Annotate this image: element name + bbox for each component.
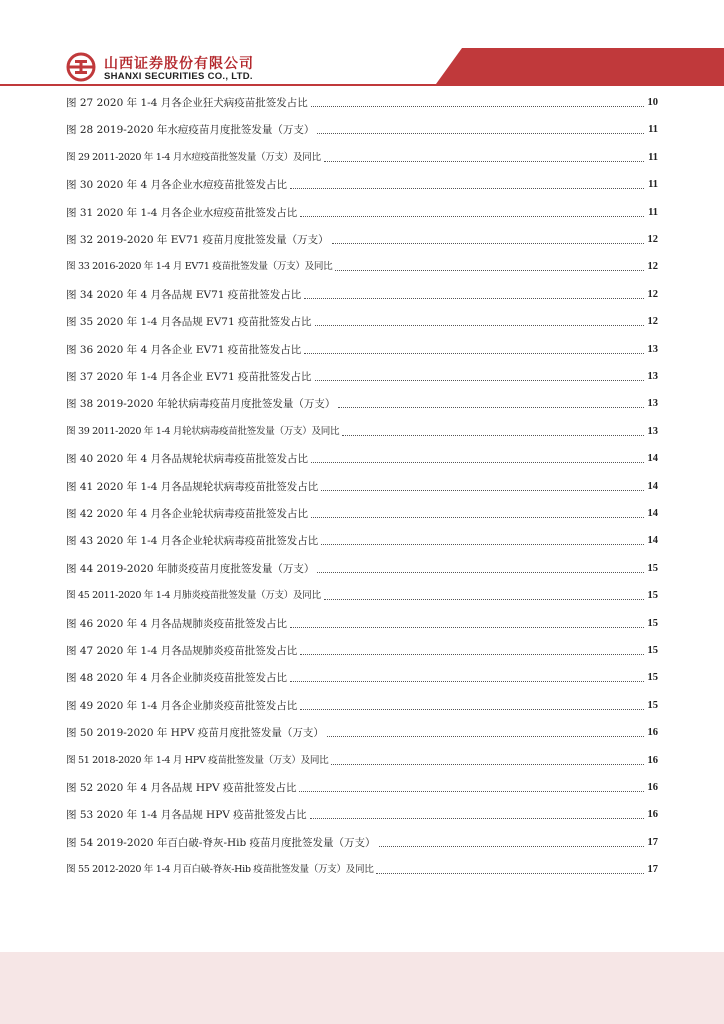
- toc-entry[interactable]: [66, 724, 658, 740]
- toc-entry-text: 2020 年 4 月各品规轮状病毒疫苗批签发占比: [96, 453, 308, 466]
- toc-entry-label: 图: [66, 453, 77, 466]
- toc-entry-number: 30: [79, 179, 94, 192]
- toc-entry-label: 图: [66, 179, 77, 192]
- toc-leader-dots: [324, 161, 644, 162]
- toc-leader-dots: [300, 654, 644, 655]
- toc-entry-text: 2019-2020 年水痘疫苗月度批签发量（万支）: [96, 124, 315, 137]
- toc-entry-title: [66, 808, 307, 822]
- toc-entry-title: [66, 452, 308, 466]
- toc-entry-page: 17: [647, 864, 658, 876]
- toc-entry[interactable]: [66, 450, 658, 466]
- toc-entry-label: 图: [66, 590, 76, 602]
- company-name-en: SHANXI SECURITIES CO., LTD.: [104, 71, 253, 82]
- toc-entry-label: 图: [66, 836, 77, 849]
- toc-entry-label: 图: [66, 809, 77, 822]
- toc-leader-dots: [310, 818, 644, 819]
- toc-entry-number: 33: [77, 261, 90, 273]
- toc-entry-number: 45: [77, 590, 90, 602]
- toc-entry-text: 2020 年 4 月各企业水痘疫苗批签发占比: [96, 179, 287, 192]
- toc-entry-page: 15: [647, 645, 658, 656]
- toc-entry-page: 15: [647, 562, 658, 574]
- toc-entry-number: 49: [79, 699, 94, 712]
- toc-leader-dots: [290, 681, 644, 682]
- page-footer: [0, 952, 724, 1024]
- company-name-cn: 山西证券股份有限公司: [104, 56, 254, 72]
- toc-entry-page: 16: [647, 754, 658, 766]
- toc-entry[interactable]: [66, 204, 658, 220]
- toc-entry-page: 13: [647, 425, 658, 437]
- toc-entry-title: [66, 699, 297, 713]
- toc-entry[interactable]: [66, 176, 658, 192]
- toc-entry-text: 2020 年 4 月各品规 EV71 疫苗批签发占比: [96, 288, 302, 301]
- toc-entry-page: 16: [647, 727, 658, 739]
- toc-entry-text: 2020 年 4 月各企业轮状病毒疫苗批签发占比: [96, 508, 308, 520]
- toc-entry-page: 12: [647, 261, 658, 273]
- toc-entry[interactable]: [66, 587, 658, 603]
- toc-entry-number: 47: [79, 645, 94, 657]
- toc-entry-number: 55: [77, 864, 90, 876]
- toc-entry-number: 42: [79, 508, 94, 520]
- page-header: [0, 0, 724, 92]
- toc-entry-page: 12: [647, 288, 658, 300]
- toc-leader-dots: [311, 106, 644, 107]
- toc-leader-dots: [342, 435, 644, 436]
- toc-entry-page: 11: [648, 179, 658, 191]
- toc-entry-label: 图: [66, 617, 77, 630]
- toc-entry-label: 图: [66, 124, 77, 137]
- toc-entry-text: 2020 年 1-4 月各品规轮状病毒疫苗批签发占比: [96, 480, 319, 493]
- toc-entry[interactable]: [66, 642, 658, 658]
- toc-entry-title: [66, 863, 373, 877]
- toc-entry-text: 2020 年 1-4 月各企业轮状病毒疫苗批签发占比: [96, 535, 319, 548]
- toc-entry-text: 2012-2020 年 1-4 月百白破-脊灰-Hib 疫苗批签发量（万支）及同比: [92, 864, 374, 876]
- toc-entry-title: [66, 315, 312, 329]
- toc-entry-text: 2020 年 1-4 月各企业 EV71 疫苗批签发占比: [96, 371, 312, 383]
- toc-entry[interactable]: [66, 149, 658, 165]
- toc-entry-page: 14: [647, 535, 658, 547]
- toc-entry-title: [66, 589, 321, 603]
- toc-leader-dots: [315, 380, 645, 381]
- toc-entry-number: 38: [79, 398, 94, 411]
- toc-leader-dots: [315, 325, 645, 326]
- toc-entry-number: 36: [79, 343, 94, 356]
- toc-entry-text: 2020 年 4 月各品规肺炎疫苗批签发占比: [96, 617, 287, 630]
- toc-entry-number: 50: [79, 727, 94, 740]
- toc-entry-page: 11: [648, 151, 658, 163]
- toc-entry-title: [66, 178, 287, 192]
- toc-entry-number: 29: [77, 151, 90, 163]
- toc-entry-text: 2016-2020 年 1-4 月 EV71 疫苗批签发量（万支）及同比: [92, 261, 333, 273]
- toc-entry-page: 13: [647, 343, 658, 355]
- toc-entry-title: [66, 206, 297, 220]
- toc-entry-label: 图: [66, 288, 77, 301]
- toc-leader-dots: [311, 517, 644, 518]
- toc-entry-number: 41: [79, 480, 94, 493]
- toc-entry-number: 43: [79, 535, 94, 548]
- toc-entry-title: [66, 343, 301, 357]
- toc-entry-number: 39: [77, 425, 90, 437]
- toc-entry-title: [66, 562, 314, 576]
- toc-leader-dots: [321, 490, 644, 491]
- toc-entry-title: [66, 480, 318, 494]
- toc-entry-page: 11: [648, 206, 658, 218]
- toc-entry-label: 图: [66, 699, 77, 712]
- toc-entry-text: 2020 年 1-4 月各企业水痘疫苗批签发占比: [96, 206, 298, 219]
- toc-leader-dots: [335, 270, 644, 271]
- toc-leader-dots: [300, 709, 644, 710]
- toc-entry-text: 2019-2020 年 EV71 疫苗月度批签发量（万支）: [96, 234, 329, 246]
- toc-entry[interactable]: [66, 505, 658, 521]
- toc-entry[interactable]: [66, 669, 658, 685]
- toc-entry-label: 图: [66, 206, 77, 219]
- toc-entry-title: [66, 397, 335, 411]
- toc-entry-text: 2020 年 1-4 月各企业肺炎疫苗批签发占比: [96, 699, 298, 712]
- toc-entry-number: 48: [79, 672, 94, 685]
- toc-entry-page: 10: [647, 97, 658, 108]
- toc-entry[interactable]: [66, 121, 658, 137]
- toc-entry-label: 图: [66, 316, 77, 329]
- toc-entry[interactable]: [66, 834, 658, 850]
- toc-entry-page: 15: [647, 672, 658, 684]
- toc-leader-dots: [300, 216, 644, 217]
- toc-entry-number: 35: [79, 316, 94, 329]
- toc-entry[interactable]: [66, 313, 658, 329]
- toc-leader-dots: [290, 627, 644, 628]
- toc-entry-number: 46: [79, 617, 94, 630]
- toc-entry-text: 2011-2020 年 1-4 月肺炎疫苗批签发量（万支）及同比: [92, 590, 321, 602]
- toc-leader-dots: [338, 407, 644, 408]
- toc-entry-text: 2020 年 4 月各企业肺炎疫苗批签发占比: [96, 672, 287, 685]
- toc-entry-number: 27: [79, 97, 94, 109]
- toc-entry-title: [66, 96, 308, 110]
- toc-entry-label: 图: [66, 508, 77, 520]
- toc-entry-title: [66, 726, 324, 740]
- toc-entry-number: 34: [79, 288, 94, 301]
- toc-entry[interactable]: [66, 341, 658, 357]
- toc-entry[interactable]: [66, 231, 658, 247]
- toc-entry-title: [66, 260, 332, 274]
- toc-entry-number: 37: [79, 371, 94, 383]
- toc-leader-dots: [379, 846, 644, 847]
- toc-entry-title: [66, 288, 301, 302]
- toc-entry[interactable]: [66, 560, 658, 576]
- toc-leader-dots: [311, 462, 644, 463]
- toc-entry-label: 图: [66, 782, 77, 794]
- toc-entry-number: 51: [77, 754, 90, 766]
- toc-entry-page: 15: [647, 590, 658, 602]
- toc-entry-page: 12: [647, 234, 658, 245]
- toc-entry[interactable]: [66, 615, 658, 631]
- toc-entry[interactable]: [66, 395, 658, 411]
- toc-entry[interactable]: [66, 779, 658, 795]
- toc-entry-text: 2018-2020 年 1-4 月 HPV 疫苗批签发量（万支）及同比: [92, 754, 329, 766]
- toc-leader-dots: [331, 764, 644, 765]
- toc-entry-text: 2011-2020 年 1-4 月轮状病毒疫苗批签发量（万支）及同比: [92, 425, 340, 437]
- toc-leader-dots: [327, 736, 644, 737]
- toc-entry-number: 28: [79, 124, 94, 137]
- toc-entry-page: 14: [647, 480, 658, 492]
- toc-entry-title: [66, 507, 308, 521]
- toc-entry[interactable]: [66, 697, 658, 713]
- toc-entry-number: 40: [79, 453, 94, 466]
- toc-entry-page: 15: [647, 617, 658, 629]
- toc-entry-text: 2020 年 1-4 月各品规 EV71 疫苗批签发占比: [96, 316, 312, 329]
- toc-entry-page: 14: [647, 453, 658, 465]
- toc-entry-page: 16: [647, 809, 658, 821]
- toc-entry[interactable]: [66, 368, 658, 384]
- toc-entry-title: [66, 425, 339, 439]
- toc-entry-number: 44: [79, 562, 94, 575]
- toc-entry-title: [66, 370, 312, 384]
- toc-entry-label: 图: [66, 398, 77, 411]
- toc-entry-label: 图: [66, 151, 76, 163]
- toc-entry-text: 2019-2020 年轮状病毒疫苗月度批签发量（万支）: [96, 398, 336, 411]
- toc-entry-label: 图: [66, 754, 76, 766]
- toc-entry[interactable]: [66, 806, 658, 822]
- toc-entry-title: [66, 644, 297, 658]
- toc-entry-title: [66, 534, 318, 548]
- toc-entry-label: 图: [66, 535, 77, 548]
- toc-entry-title: [66, 754, 328, 768]
- toc-entry-label: 图: [66, 645, 77, 657]
- toc-leader-dots: [317, 572, 644, 573]
- toc-entry-text: 2019-2020 年 HPV 疫苗月度批签发量（万支）: [96, 727, 324, 740]
- toc-leader-dots: [304, 353, 644, 354]
- toc-entry[interactable]: [66, 94, 658, 110]
- toc-entry-text: 2020 年 1-4 月各品规肺炎疫苗批签发占比: [96, 645, 298, 657]
- toc-leader-dots: [304, 298, 644, 299]
- toc-entry-text: 2020 年 1-4 月各企业狂犬病疫苗批签发占比: [96, 97, 308, 109]
- toc-entry-label: 图: [66, 261, 76, 273]
- toc-entry-number: 32: [79, 234, 94, 246]
- toc-entry-page: 17: [647, 836, 658, 848]
- toc-entry-title: [66, 151, 321, 165]
- toc-entry[interactable]: [66, 478, 658, 494]
- toc-entry-text: 2019-2020 年百白破-脊灰-Hib 疫苗月度批签发量（万支）: [96, 836, 376, 849]
- toc-entry-label: 图: [66, 343, 77, 356]
- toc-entry-title: [66, 123, 314, 137]
- toc-entry-number: 53: [79, 809, 94, 822]
- toc-leader-dots: [299, 791, 644, 792]
- toc-entry[interactable]: [66, 286, 658, 302]
- toc-entry-label: 图: [66, 425, 76, 437]
- toc-entry-title: [66, 836, 376, 850]
- toc-entry-label: 图: [66, 234, 77, 246]
- toc-entry-label: 图: [66, 480, 77, 493]
- toc-entry-page: 15: [647, 699, 658, 711]
- toc-entry-page: 13: [647, 371, 658, 382]
- toc-leader-dots: [290, 188, 644, 189]
- toc-entry-title: [66, 781, 296, 795]
- toc-leader-dots: [376, 873, 644, 874]
- toc-entry[interactable]: [66, 532, 658, 548]
- toc-entry-number: 52: [79, 782, 94, 794]
- toc-entry-page: 14: [647, 508, 658, 519]
- company-logo-icon: [66, 52, 96, 82]
- toc-entry-title: [66, 671, 287, 685]
- toc-entry-label: 图: [66, 864, 76, 876]
- toc-entry-page: 11: [648, 124, 658, 136]
- toc-entry[interactable]: [66, 752, 658, 768]
- toc-entry-number: 31: [79, 206, 94, 219]
- toc-entry-title: [66, 617, 287, 631]
- toc-entry[interactable]: [66, 861, 658, 877]
- toc-leader-dots: [321, 544, 644, 545]
- toc-entry-text: 2020 年 4 月各企业 EV71 疫苗批签发占比: [96, 343, 302, 356]
- toc-entry[interactable]: [66, 258, 658, 274]
- toc-entry-label: 图: [66, 727, 77, 740]
- toc-entry-number: 54: [79, 836, 94, 849]
- toc-entry-label: 图: [66, 672, 77, 685]
- toc-entry-title: [66, 233, 329, 247]
- toc-entry-text: 2019-2020 年肺炎疫苗月度批签发量（万支）: [96, 562, 315, 575]
- toc-entry-label: 图: [66, 97, 77, 109]
- toc-leader-dots: [317, 133, 644, 134]
- toc-leader-dots: [332, 243, 644, 244]
- toc-entry-label: 图: [66, 562, 77, 575]
- toc-entry-label: 图: [66, 371, 77, 383]
- toc-entry-page: 16: [647, 782, 658, 793]
- toc-leader-dots: [324, 599, 644, 600]
- toc-entry-page: 12: [647, 316, 658, 328]
- toc-entry-page: 13: [647, 398, 658, 410]
- toc-entry-text: 2011-2020 年 1-4 月水痘疫苗批签发量（万支）及同比: [92, 151, 321, 163]
- toc-entry-text: 2020 年 1-4 月各品规 HPV 疫苗批签发占比: [96, 809, 307, 822]
- toc-entry-text: 2020 年 4 月各品规 HPV 疫苗批签发占比: [96, 782, 297, 794]
- toc-entry[interactable]: [66, 423, 658, 439]
